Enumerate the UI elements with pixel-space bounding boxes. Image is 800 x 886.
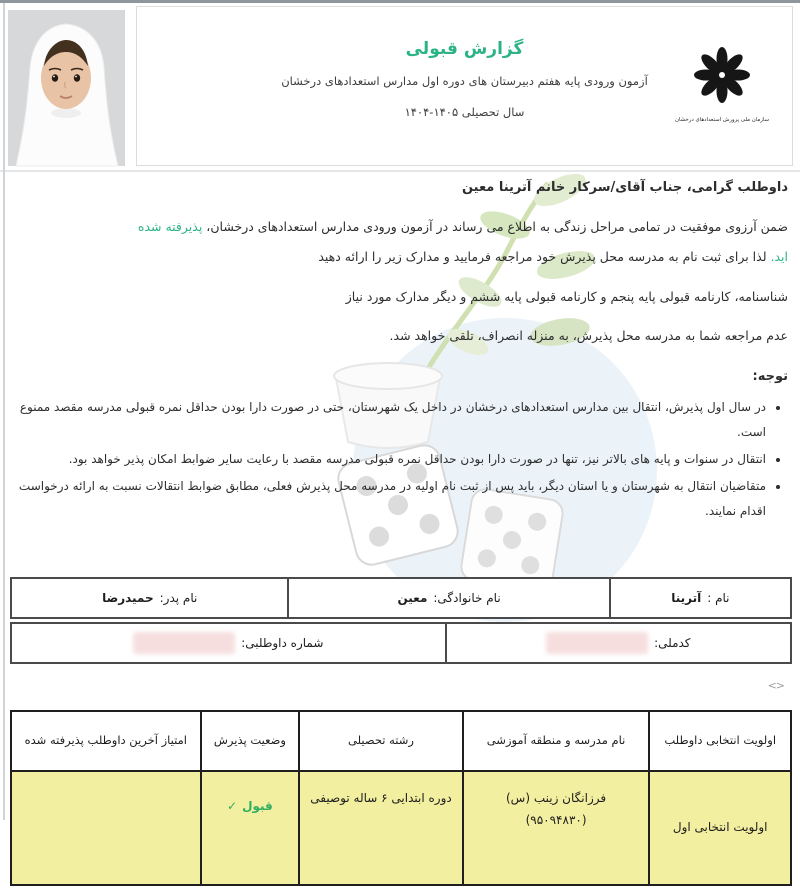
note-item: • متقاضیان انتقال به شهرستان و یا استان دیگر، باید پس از ثبت نام اولیه در مدرسه محل پذیرش فعلی، مطابق ضوابط انتقالات نسبت به ارائه درخواست اقدام نمایند. bbox=[12, 474, 766, 524]
note-label: توجه: bbox=[752, 369, 788, 384]
paragraph-text: ضمن آرزوی موفقیت در تمامی مراحل زندگی به اطلاع می رساند در آزمون ورودی مدارس استعدادهای درخشان، bbox=[202, 219, 788, 234]
result-table bbox=[10, 710, 792, 886]
result-row bbox=[12, 772, 790, 884]
candidate-number-cell bbox=[12, 624, 445, 662]
major-cell bbox=[298, 772, 461, 884]
father-name-cell bbox=[12, 579, 287, 617]
school-code: (۹۵۰۹۴۸۳۰) bbox=[525, 812, 587, 827]
header-major: رشته تحصیلی bbox=[298, 712, 461, 770]
info-row-ids bbox=[10, 622, 792, 664]
info-row-names bbox=[10, 577, 792, 619]
nodet-emblem-icon bbox=[670, 45, 774, 141]
last-name-label: نام خانوادگی: bbox=[433, 591, 501, 605]
acceptance-paragraph bbox=[12, 212, 788, 272]
accepted-status-text: پذیرفته شده bbox=[137, 219, 203, 234]
check-icon: ✓ bbox=[227, 799, 238, 813]
applicant-photo bbox=[8, 10, 125, 166]
father-name-value: حمیدرضا bbox=[102, 591, 154, 605]
logo-caption: سازمان ملی پرورش استعدادهای درخشان bbox=[675, 117, 769, 123]
applicant-info-table bbox=[10, 577, 792, 664]
warning-line: عدم مراجعه شما به مدرسه محل پذیرش، به منزله انصراف، تلقی خواهد شد. bbox=[389, 328, 788, 343]
last-name-cell bbox=[287, 579, 608, 617]
priority-cell bbox=[648, 772, 790, 884]
candidate-number-redaction bbox=[133, 632, 235, 654]
last-score-cell bbox=[12, 772, 199, 884]
salutation-line: داوطلب گرامی، جناب آقای/سرکار خانم آترینا معین bbox=[461, 180, 788, 195]
notes-list bbox=[12, 395, 788, 524]
first-name-cell bbox=[609, 579, 790, 617]
resize-glyph: <> bbox=[767, 679, 784, 692]
status-cell bbox=[200, 772, 299, 884]
required-documents-line: شناسنامه، کارنامه قبولی پایه پنجم و کارنامه قبولی پایه ششم و دیگر مدارک مورد نیاز bbox=[345, 289, 788, 304]
priority-value: اولویت انتخابی اول bbox=[672, 820, 768, 835]
school-cell bbox=[462, 772, 649, 884]
note-item: • انتقال در سنوات و پایه های بالاتر نیز، تنها در صورت دارا بودن حداقل نمره قبولی مدرسه مقصد با رعایت سایر ضوابط امکان پذیر خواهد بود. bbox=[12, 447, 766, 472]
national-id-cell bbox=[445, 624, 790, 662]
note-item: • در سال اول پذیرش، انتقال بین مدارس استعدادهای درخشان در داخل یک شهرستان، حتی در صورت دارا بودن حداقل نمره قبولی مدرسه مقصد ممنوع است. bbox=[12, 395, 766, 445]
header-status: وضعیت پذیرش bbox=[200, 712, 299, 770]
letter-body bbox=[12, 180, 788, 526]
major-value: دوره ابتدایی ۶ ساله توصیفی bbox=[310, 791, 452, 805]
school-name: فرزانگان زینب (س) bbox=[506, 791, 607, 805]
academic-year: سال تحصیلی ۱۴۰۵-۱۴۰۴ bbox=[404, 105, 525, 119]
first-name-value: آترینا bbox=[671, 591, 702, 605]
father-name-label: نام پدر: bbox=[159, 591, 198, 605]
window-left-edge bbox=[3, 3, 5, 820]
window-top-edge bbox=[0, 0, 800, 3]
paragraph-text-2: لذا برای ثبت نام به مدرسه محل پذیرش خود مراجعه فرمایید و مدارک زیر را ارائه دهید bbox=[318, 249, 771, 264]
header-priority: اولویت انتخابی داوطلب bbox=[648, 712, 790, 770]
national-id-redaction bbox=[546, 632, 648, 654]
candidate-number-label: شماره داوطلبی: bbox=[241, 636, 324, 650]
header-last-score: امتیاز آخرین داوطلب پذیرفته شده bbox=[24, 733, 187, 748]
header-school: نام مدرسه و منطقه آموزشی bbox=[462, 712, 649, 770]
status-label: قبول bbox=[242, 799, 273, 813]
national-id-label: کدملی: bbox=[654, 636, 691, 650]
header-divider bbox=[0, 170, 800, 172]
status-wrap bbox=[227, 796, 273, 818]
first-name-label: نام : bbox=[707, 591, 730, 605]
accepted-status-text-2: اید. bbox=[770, 249, 788, 264]
result-table-header bbox=[12, 712, 790, 772]
report-subtitle: آزمون ورودی پایه هفتم دبیرستان های دوره اول مدارس استعدادهای درخشان bbox=[281, 74, 648, 88]
page-title: گزارش قبولی bbox=[405, 39, 524, 59]
report-header bbox=[136, 6, 793, 166]
last-name-value: معین bbox=[397, 591, 428, 605]
